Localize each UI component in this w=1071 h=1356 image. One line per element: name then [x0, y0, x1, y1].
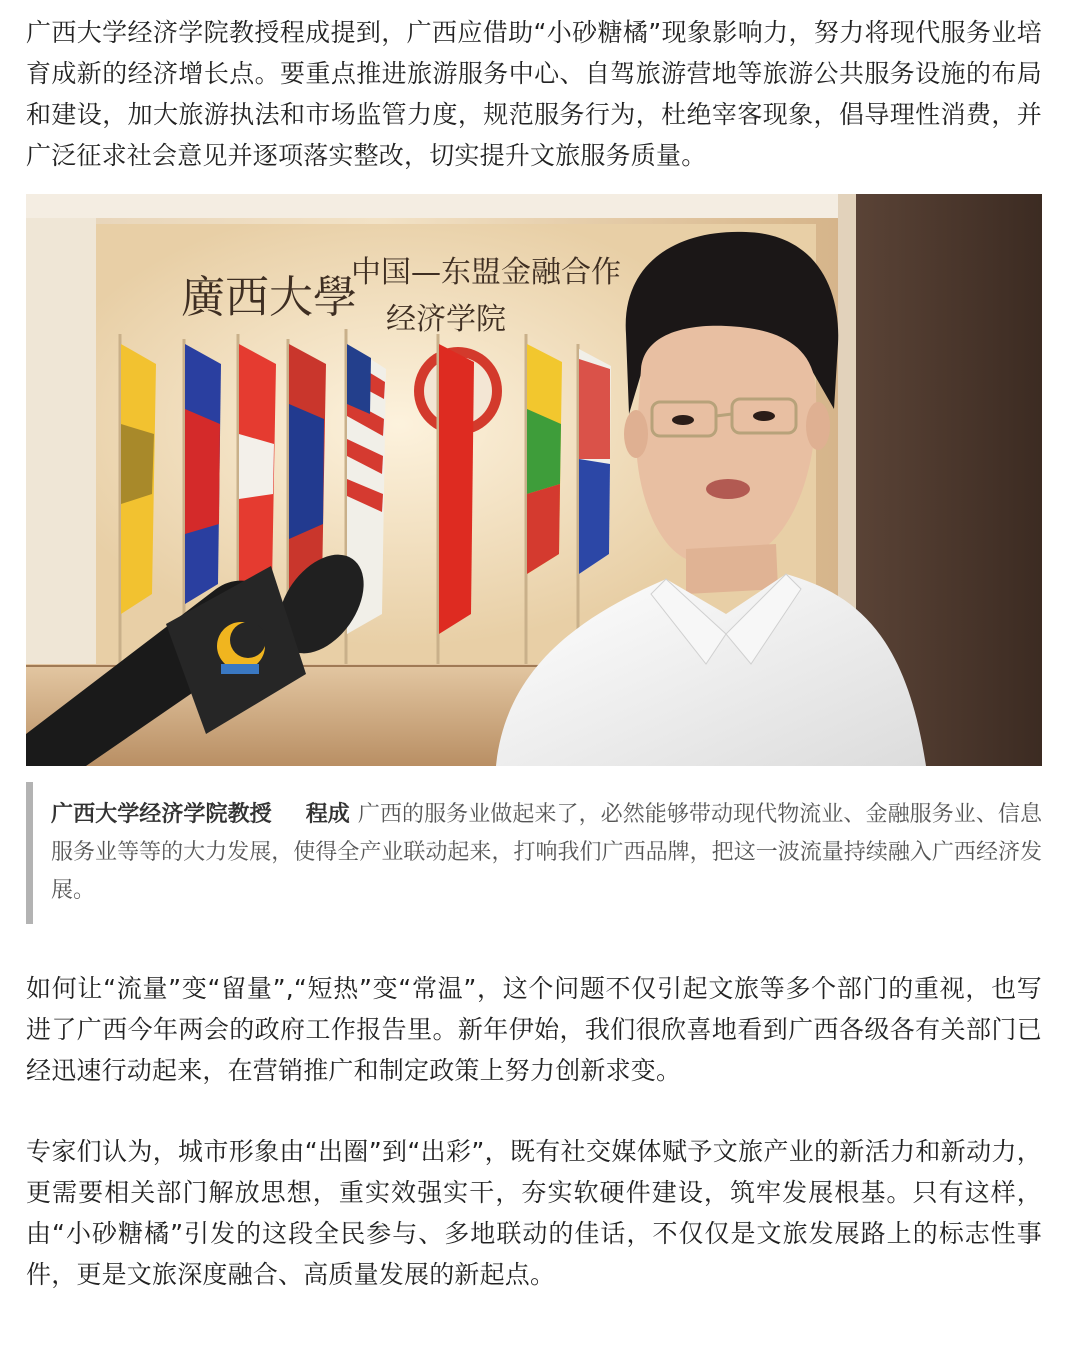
photo-caption	[26, 782, 1042, 924]
interview-photo	[26, 194, 1042, 766]
caption-quote: 广西的服务业做起来了，必然能够带动现代物流业、金融服务业、信息服务业等等的大力发展，使得全产业联动起来，打响我们广西品牌，把这一波流量持续融入广西经济发展。	[51, 802, 1042, 903]
caption-speaker-title: 广西大学经济学院教授	[51, 802, 272, 827]
article-paragraph-1: 广西大学经济学院教授程成提到，广西应借助“小砂糖橘”现象影响力，努力将现代服务业培育成新的经济增长点。要重点推进旅游服务中心、自驾旅游营地等旅游公共服务设施的布局和建设，加大旅游执法和市场监管力度，规范服务行为，杜绝宰客现象，倡导理性消费，并广泛征求社会意见并逐项落实整改，切实提升文旅服务质量。	[26, 18, 1042, 170]
article-paragraph-2: 如何让“流量”变“留量”,“短热”变“常温”，这个问题不仅引起文旅等多个部门的重视，也写进了广西今年两会的政府工作报告里。新年伊始，我们很欣喜地看到广西各级各有关部门已经迅速行动起来，在营销推广和制定政策上努力创新求变。	[26, 974, 1042, 1085]
wall-sign-school: 廣西大學	[181, 272, 357, 323]
wall-sign-college: 经济学院	[386, 302, 506, 337]
article-paragraph-3: 专家们认为，城市形象由“出圈”到“出彩”，既有社交媒体赋予文旅产业的新活力和新动力，更需要相关部门解放思想，重实效强实干，夯实软硬件建设，筑牢发展根基。只有这样，由“小砂糖橘”引发的这段全民参与、多地联动的佳话，不仅仅是文旅发展路上的标志性事件，更是文旅深度融合、高质量发展的新起点。	[26, 1137, 1042, 1289]
caption-speaker-name: 程成	[305, 802, 350, 827]
wall-sign-center: 中国—东盟金融合作	[351, 255, 621, 290]
article-body	[26, 12, 1042, 1295]
